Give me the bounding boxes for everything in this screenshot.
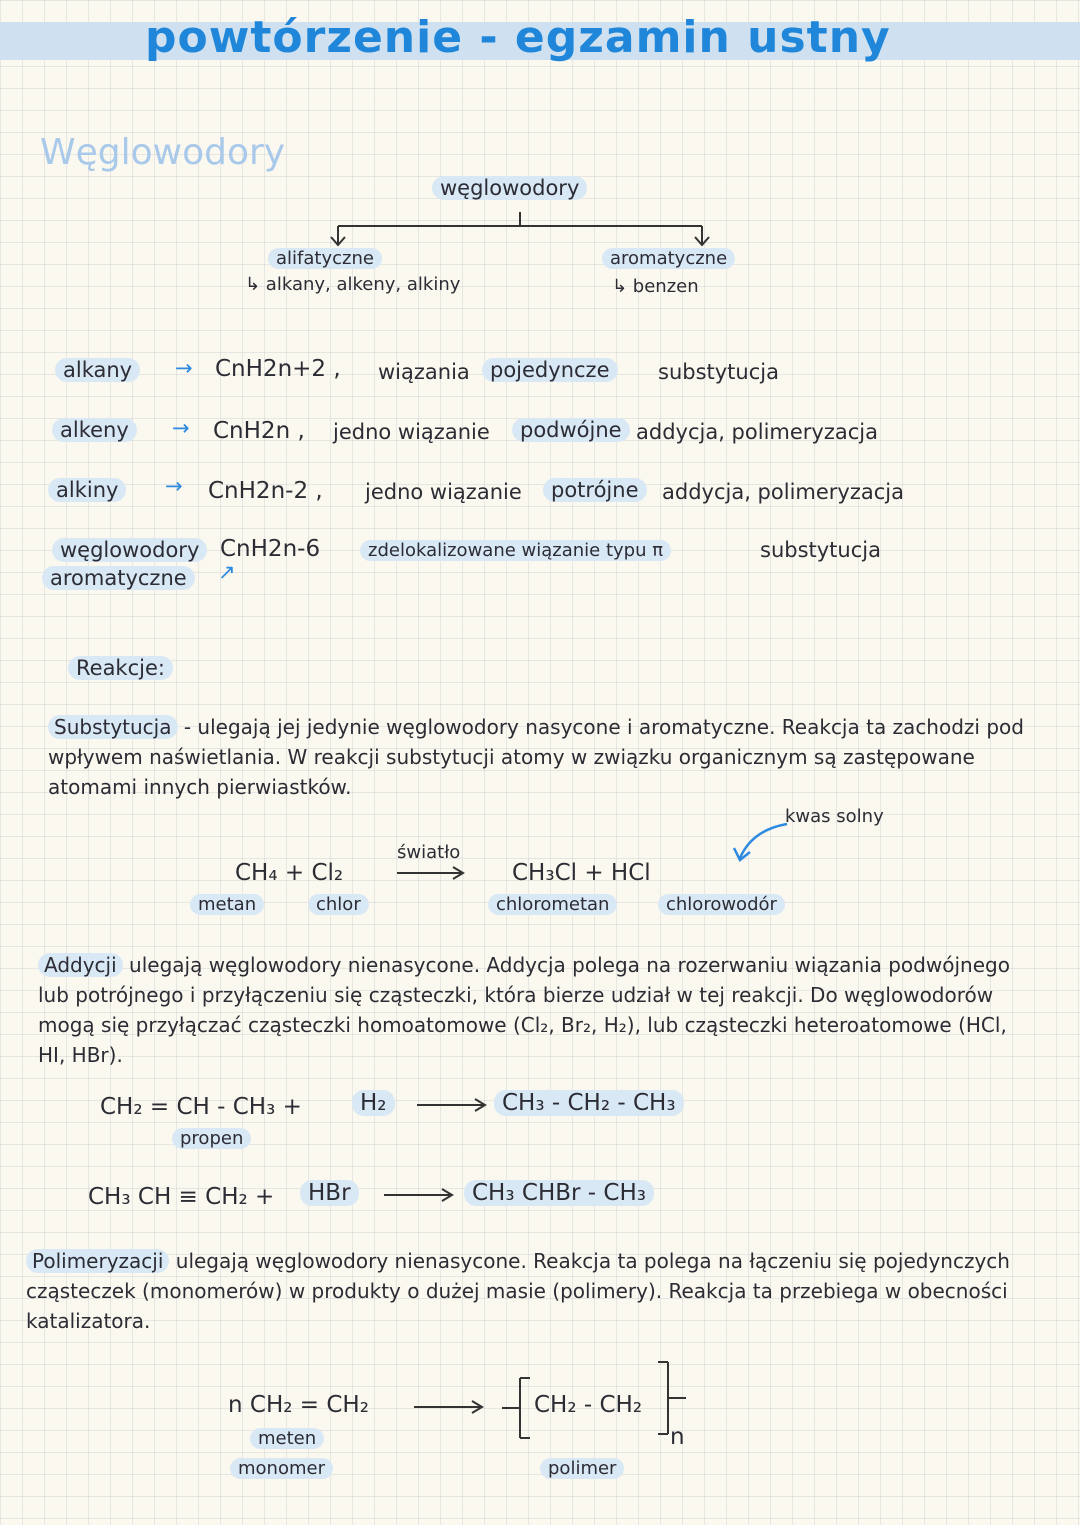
- addition-term: Addycji: [38, 953, 123, 977]
- row-bond-prefix-alkeny: jedno wiązanie: [333, 420, 490, 444]
- polymer-product: CH₂ - CH₂: [534, 1392, 643, 1418]
- tree-connector: [330, 212, 720, 252]
- label-meten: meten: [250, 1428, 324, 1449]
- arrow-icon: →: [165, 474, 183, 498]
- addition-text: ulegają węglowodory nienasycone. Addycja polega na rozerwaniu wiązania podwójnego lub potrójnego i przyłączeniu się cząsteczki, która bierze udział w tej reakcji. Do węglowodorów mogą się przyłączać cząsteczki homoatomowe (Cl₂, Br₂, H₂), lub cząsteczki heteroatomowe (HCl, HI, HBr).: [38, 953, 1010, 1067]
- arrow-icon: →: [172, 416, 190, 440]
- polymerization-paragraph: [26, 1246, 1026, 1336]
- label-propen: propen: [172, 1128, 251, 1149]
- reaction-condition: światło: [397, 842, 461, 863]
- row-formula-alkeny: CnH2n ,: [213, 418, 305, 444]
- row-bond-alkany: pojedyncze: [482, 358, 618, 382]
- aromatic-bond: zdelokalizowane wiązanie typu π: [360, 540, 671, 561]
- reaction-arrow: [382, 1186, 457, 1204]
- polymer-eq-left: n CH₂ = CH₂: [228, 1392, 369, 1418]
- row-bond-prefix-alkiny: jedno wiązanie: [365, 480, 522, 504]
- substitution-term: Substytucja: [48, 715, 178, 739]
- aromatic-name-line1: węglowodory: [52, 538, 207, 562]
- substitution-text: - ulegają jej jedynie węglowodory nasycone i aromatyczne. Reakcja ta zachodzi pod wpływem naświetlania. W reakcji substytucji atomy w związku organicznym są zastępowane atomami innych pierwiastków.: [48, 715, 1024, 799]
- arrow-icon: →: [175, 356, 193, 380]
- reaction-arrow: [412, 1398, 487, 1416]
- addition-eq2-reagent: HBr: [300, 1180, 359, 1206]
- page-title: powtórzenie - egzamin ustny: [145, 12, 891, 63]
- tree-right-sub: ↳ benzen: [612, 276, 699, 297]
- label-monomer: monomer: [230, 1458, 333, 1479]
- aromatic-name-line2: aromatyczne: [42, 566, 195, 590]
- label-metan: metan: [190, 894, 264, 915]
- aromatic-formula: CnH2n-6: [220, 536, 321, 562]
- row-name-alkeny: alkeny: [52, 418, 137, 442]
- polymer-n: n: [670, 1424, 685, 1450]
- addition-eq2-product: CH₃ CHBr - CH₃: [464, 1180, 654, 1206]
- addition-eq2-left: CH₃ CH ≡ CH₂ +: [88, 1184, 275, 1210]
- row-formula-alkany: CnH2n+2 ,: [215, 356, 341, 382]
- row-bond-alkiny: potrójne: [543, 478, 647, 502]
- annotation-kwas-solny: kwas solny: [785, 806, 884, 827]
- polymerization-term: Polimeryzacji: [26, 1249, 169, 1273]
- addition-eq1-product: CH₃ - CH₂ - CH₃: [494, 1090, 684, 1116]
- polymerization-text: ulegają węglowodory nienasycone. Reakcja ta polega na łączeniu się pojedynczych cząsteczek (monomerów) w produkty o dużej masie (polimery). Reakcja ta przebiega w obecności katalizatora.: [26, 1249, 1010, 1333]
- substitution-equation-right: CH₃Cl + HCl: [512, 860, 651, 886]
- substitution-equation-left: CH₄ + Cl₂: [235, 860, 344, 886]
- row-formula-alkiny: CnH2n-2 ,: [208, 478, 323, 504]
- row-bond-alkeny: podwójne: [512, 418, 630, 442]
- reaction-arrow: [415, 1096, 490, 1114]
- tree-left-sub: ↳ alkany, alkeny, alkiny: [245, 274, 461, 295]
- label-chlorowodor: chlorowodór: [658, 894, 785, 915]
- row-bond-prefix-alkany: wiązania: [378, 360, 470, 384]
- addition-eq1-left: CH₂ = CH - CH₃ +: [100, 1094, 302, 1120]
- arrow-icon: ↗: [218, 560, 236, 584]
- row-reaction-alkeny: addycja, polimeryzacja: [636, 420, 878, 444]
- row-reaction-alkiny: addycja, polimeryzacja: [662, 480, 904, 504]
- annotation-arrow: [732, 820, 792, 866]
- addition-eq1-reagent: H₂: [352, 1090, 395, 1116]
- row-name-alkany: alkany: [55, 358, 140, 382]
- tree-root: węglowodory: [432, 176, 587, 200]
- tree-right-label: aromatyczne: [602, 248, 735, 269]
- reaction-arrow: [395, 864, 467, 882]
- substitution-paragraph: [48, 712, 1048, 802]
- section-title: Węglowodory: [40, 132, 286, 173]
- reactions-heading: Reakcje:: [68, 656, 173, 680]
- addition-paragraph: [38, 950, 1038, 1070]
- label-chlorometan: chlorometan: [488, 894, 617, 915]
- row-name-alkiny: alkiny: [48, 478, 126, 502]
- label-chlor: chlor: [308, 894, 369, 915]
- aromatic-reaction: substytucja: [760, 538, 881, 562]
- label-polimer: polimer: [540, 1458, 624, 1479]
- tree-left-label: alifatyczne: [268, 248, 382, 269]
- row-reaction-alkany: substytucja: [658, 360, 779, 384]
